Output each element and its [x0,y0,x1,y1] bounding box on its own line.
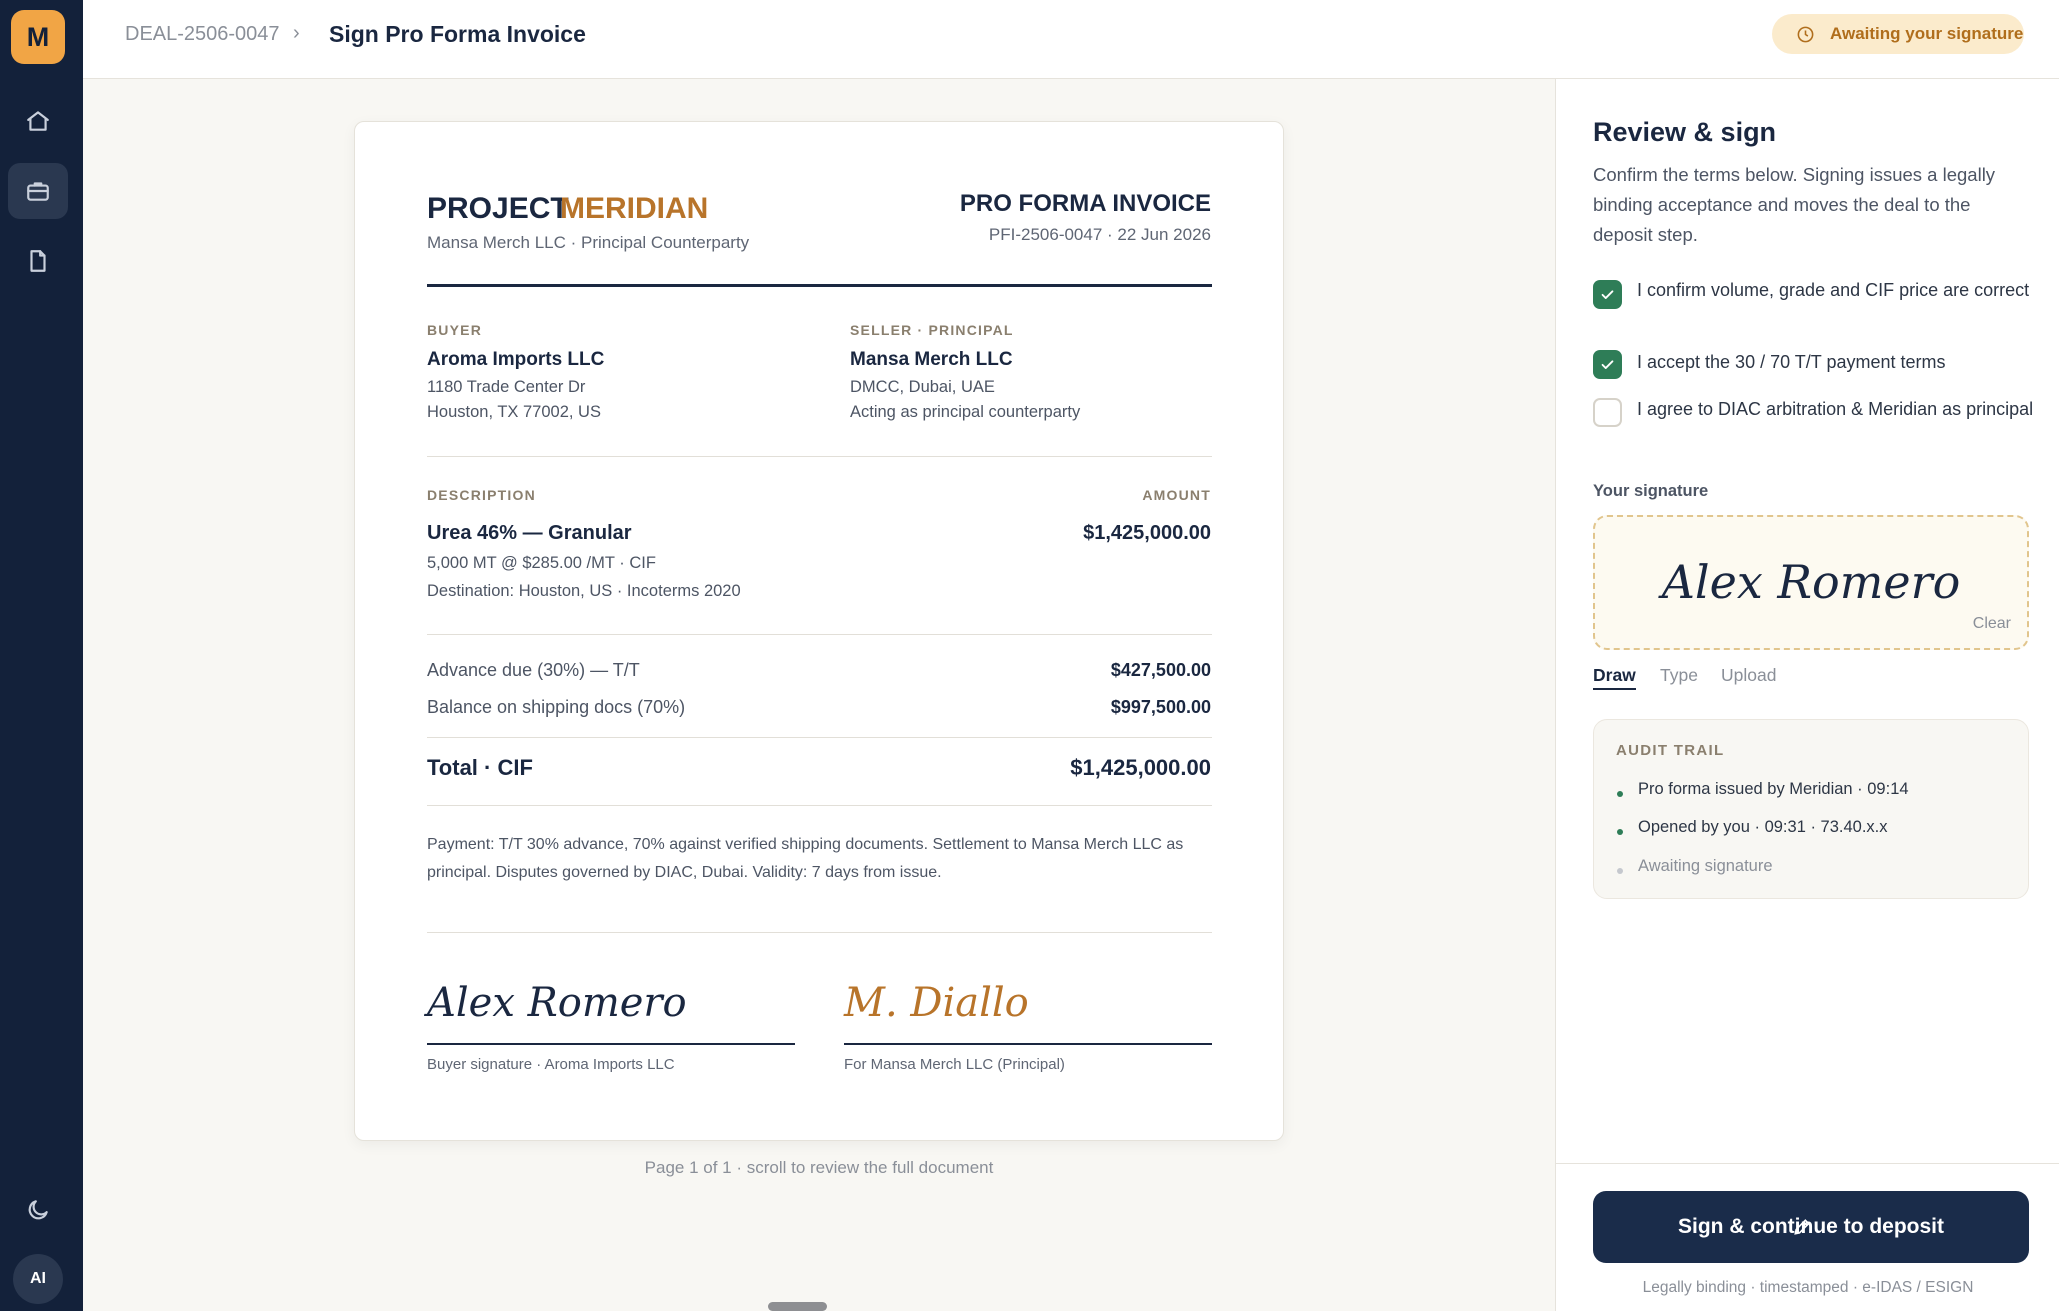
total-value: $1,425,000.00 [1070,755,1211,780]
review-panel [1555,79,2059,1311]
divider [427,634,1212,635]
clear-signature-button[interactable]: Clear [1972,615,2011,632]
avatar[interactable]: AI [13,1254,63,1304]
balance-value: $997,500.00 [1110,697,1211,717]
nav-home[interactable] [8,93,68,149]
audit-entry: Awaiting signature [1638,857,1773,875]
sign-continue-button[interactable] [1593,1191,2029,1263]
header [83,0,2059,79]
status-text: Awaiting your signature [1830,24,2024,43]
signature-label: Your signature [1593,482,1709,500]
divider [427,737,1212,738]
home-icon [25,108,51,134]
seller-address-1: DMCC, Dubai, UAE [850,378,995,396]
buyer-address-1: 1180 Trade Center Dr [427,378,586,396]
description-label: DESCRIPTION [427,487,536,503]
seller-signature-caption: For Mansa Merch LLC (Principal) [844,1056,1065,1073]
item-amount: $1,425,000.00 [1083,522,1211,544]
nav-deals[interactable] [8,163,68,219]
panel-divider [1556,1163,2059,1164]
status-badge [1772,14,2024,54]
seller-signature-line [844,1043,1212,1045]
breadcrumb-deal[interactable]: DEAL-2506-0047 [125,23,280,45]
tab-upload[interactable]: Upload [1721,665,1777,685]
buyer-signature-line [427,1043,795,1045]
advance-label: Advance due (30%) — T/T [427,660,640,680]
nav-documents[interactable] [8,233,68,289]
theme-toggle[interactable] [8,1182,68,1238]
header-divider [427,284,1212,287]
balance-label: Balance on shipping docs (70%) [427,697,686,717]
arbitration-label: I agree to DIAC arbitration & Meridian as principal [1637,399,2034,419]
moon-icon [25,1197,51,1223]
audit-title: AUDIT TRAIL [1616,742,1725,759]
page-title: Sign Pro Forma Invoice [329,21,586,47]
sign-button-label: Sign & continue to deposit [1678,1215,1944,1238]
audit-dot [1617,791,1623,797]
seller-name: Mansa Merch LLC [850,349,1013,370]
panel-title: Review & sign [1593,117,1777,147]
legal-note: Legally binding · timestamped · e-IDAS / ESIGN [1642,1279,1974,1296]
audit-entry: Pro forma issued by Meridian · 09:14 [1638,780,1909,798]
total-label: Total · CIF [427,755,533,780]
buyer-address-2: Houston, TX 77002, US [427,403,601,421]
buyer-name: Aroma Imports LLC [427,349,605,370]
confirm-volume-checkbox[interactable] [1593,280,1622,309]
check-icon [1599,286,1616,303]
clock-icon [1796,25,1815,44]
audit-dot [1617,829,1623,835]
buyer-label: BUYER [427,322,483,338]
seller-address-2: Acting as principal counterparty [850,403,1081,421]
seller-label: SELLER · PRINCIPAL [850,322,1014,338]
item-quantity: 5,000 MT @ $285.00 /MT · CIF [427,554,656,572]
arbitration-checkbox[interactable] [1593,398,1622,427]
breadcrumb-separator: › [293,22,300,44]
signature-drawing: Alex Romero [1661,555,1961,609]
sidebar [0,0,83,1311]
brand-name-part1: PROJECT [427,192,569,225]
amount-label: AMOUNT [1142,487,1211,503]
brand-name-part2: MERIDIAN [560,192,709,225]
divider [427,932,1212,933]
brand-subtitle: Mansa Merch LLC · Principal Counterparty [427,233,750,252]
item-destination: Destination: Houston, US · Incoterms 2020 [427,582,741,600]
audit-dot [1617,868,1623,874]
payment-terms: Payment: T/T 30% advance, 70% against verified shipping documents. Settlement to Mansa Merch LLC as principal. Disputes governed by DIAC, Dubai. Validity: 7 days from issue. [427,836,1184,881]
panel-intro: Confirm the terms below. Signing issues a legally binding acceptance and moves the deal to the deposit step. [1593,164,1996,245]
item-name: Urea 46% — Granular [427,522,632,544]
signature-pad[interactable] [1593,515,2029,650]
tab-type[interactable]: Type [1660,665,1698,685]
divider [427,456,1212,457]
invoice-title: PRO FORMA INVOICE [959,190,1211,217]
confirm-volume-label: I confirm volume, grade and CIF price are correct [1637,280,2030,300]
briefcase-icon [25,178,51,204]
check-icon [1599,356,1616,373]
document-footer: Page 1 of 1 · scroll to review the full document [644,1158,994,1177]
accept-terms-label: I accept the 30 / 70 T/T payment terms [1637,352,1946,372]
seller-signature: M. Diallo [844,980,1029,1026]
app-logo[interactable]: M [11,10,65,64]
audit-trail [1593,719,2029,899]
tab-draw[interactable]: Draw [1593,665,1636,690]
audit-entry: Opened by you · 09:31 · 73.40.x.x [1638,818,1888,836]
advance-value: $427,500.00 [1110,660,1211,680]
invoice-meta: PFI-2506-0047 · 22 Jun 2026 [988,225,1211,244]
buyer-signature: Alex Romero [427,980,687,1026]
accept-terms-checkbox[interactable] [1593,350,1622,379]
invoice-document [354,121,1284,1141]
buyer-signature-caption: Buyer signature · Aroma Imports LLC [427,1056,675,1073]
divider [427,805,1212,806]
document-icon [25,248,51,274]
scroll-handle[interactable] [768,1302,827,1311]
